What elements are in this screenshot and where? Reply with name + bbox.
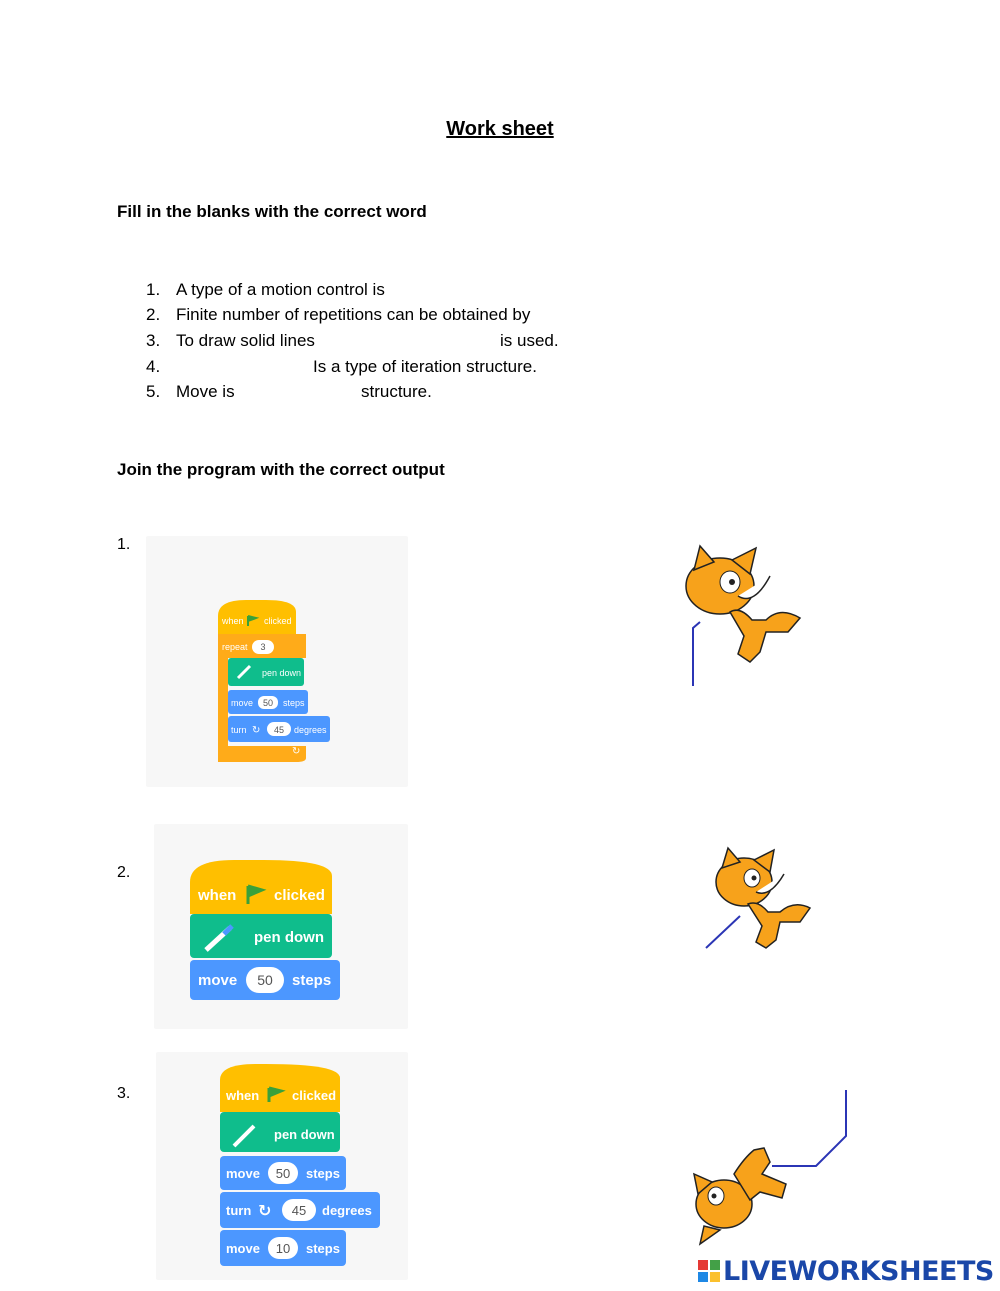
item-number: 2. [146,305,161,324]
repeat-count: 3 [260,642,266,652]
fill-item-4-tail: Is a type of iteration structure. [313,357,537,376]
steps-label: steps [283,698,305,708]
program-2-blocks [154,824,408,1029]
item-text: Finite number of repetitions can be obtained by [176,305,531,324]
output-cat-1 [670,536,820,696]
when-label: when [198,887,237,904]
program-3-panel [156,1052,408,1280]
fill-blanks-heading: Fill in the blanks with the correct word [117,202,427,221]
turn-label: turn [231,725,247,735]
pen-line [706,916,740,948]
move-steps-value: 50 [275,1166,291,1181]
liveworksheets-logo [698,1256,998,1286]
degrees-label: degrees [294,725,327,735]
turn-label: turn [226,1203,252,1218]
program-3-blocks [156,1052,408,1280]
pen-label: pen down [274,1127,335,1142]
fill-item-1 [146,280,385,300]
move-label: move [198,972,238,989]
steps-label: steps [306,1166,340,1181]
steps-label: steps [292,972,332,989]
clicked-label: clicked [292,1088,337,1103]
turn-degrees-value: 45 [273,725,285,735]
pen-label: pen down [262,668,302,678]
clicked-label: clicked [264,616,292,626]
fill-item-3-tail: is used. [500,331,559,350]
program-number-1: 1. [117,536,131,553]
cat-sprite-icon [686,546,800,662]
fill-item-5 [146,382,235,402]
program-1-blocks [146,536,408,787]
when-label: when [222,616,244,626]
move-steps-value: 50 [262,698,274,708]
output-cat-3 [690,1088,855,1248]
move-label: move [226,1241,260,1256]
steps-label: steps [306,1241,340,1256]
program-1-panel [146,536,408,787]
turn-degrees-value: 45 [291,1203,307,1218]
repeat-label: repeat [222,642,248,652]
fill-item-4 [146,357,176,377]
output-cat-2 [700,842,820,957]
move-steps-value: 50 [257,972,273,988]
clicked-label: clicked [274,887,325,904]
item-text: To draw solid lines [176,331,315,350]
loop-arrow-icon: ↻ [292,746,301,757]
item-text: Move is [176,382,235,401]
move-steps-value: 10 [275,1241,291,1256]
fill-item-5-tail: structure. [361,382,432,401]
liveworksheets-logo-icon [698,1260,720,1282]
cat-sprite-icon [716,848,810,948]
item-number: 3. [146,331,161,350]
item-number: 1. [146,280,161,299]
pen-line [772,1090,846,1166]
join-program-heading: Join the program with the correct output [117,460,445,479]
pen-label: pen down [254,929,324,946]
program-2-panel [154,824,408,1029]
degrees-label: degrees [322,1203,372,1218]
pen-line [693,622,700,686]
move-label: move [231,698,254,708]
turn-cw-icon: ↻ [252,725,261,736]
worksheet-title: Work sheet [446,118,554,140]
when-label: when [226,1088,260,1103]
fill-item-3 [146,331,315,351]
item-text: A type of a motion control is [176,280,385,299]
fill-item-2 [146,305,530,325]
move-label: move [226,1166,260,1181]
cat-sprite-icon [694,1148,786,1244]
item-number: 5. [146,382,161,401]
program-number-2: 2. [117,864,131,881]
program-number-3: 3. [117,1085,131,1102]
liveworksheets-logo-text: LIVEWORKSHEETS [723,1255,994,1287]
turn-cw-icon: ↻ [258,1203,272,1220]
item-number: 4. [146,357,161,376]
